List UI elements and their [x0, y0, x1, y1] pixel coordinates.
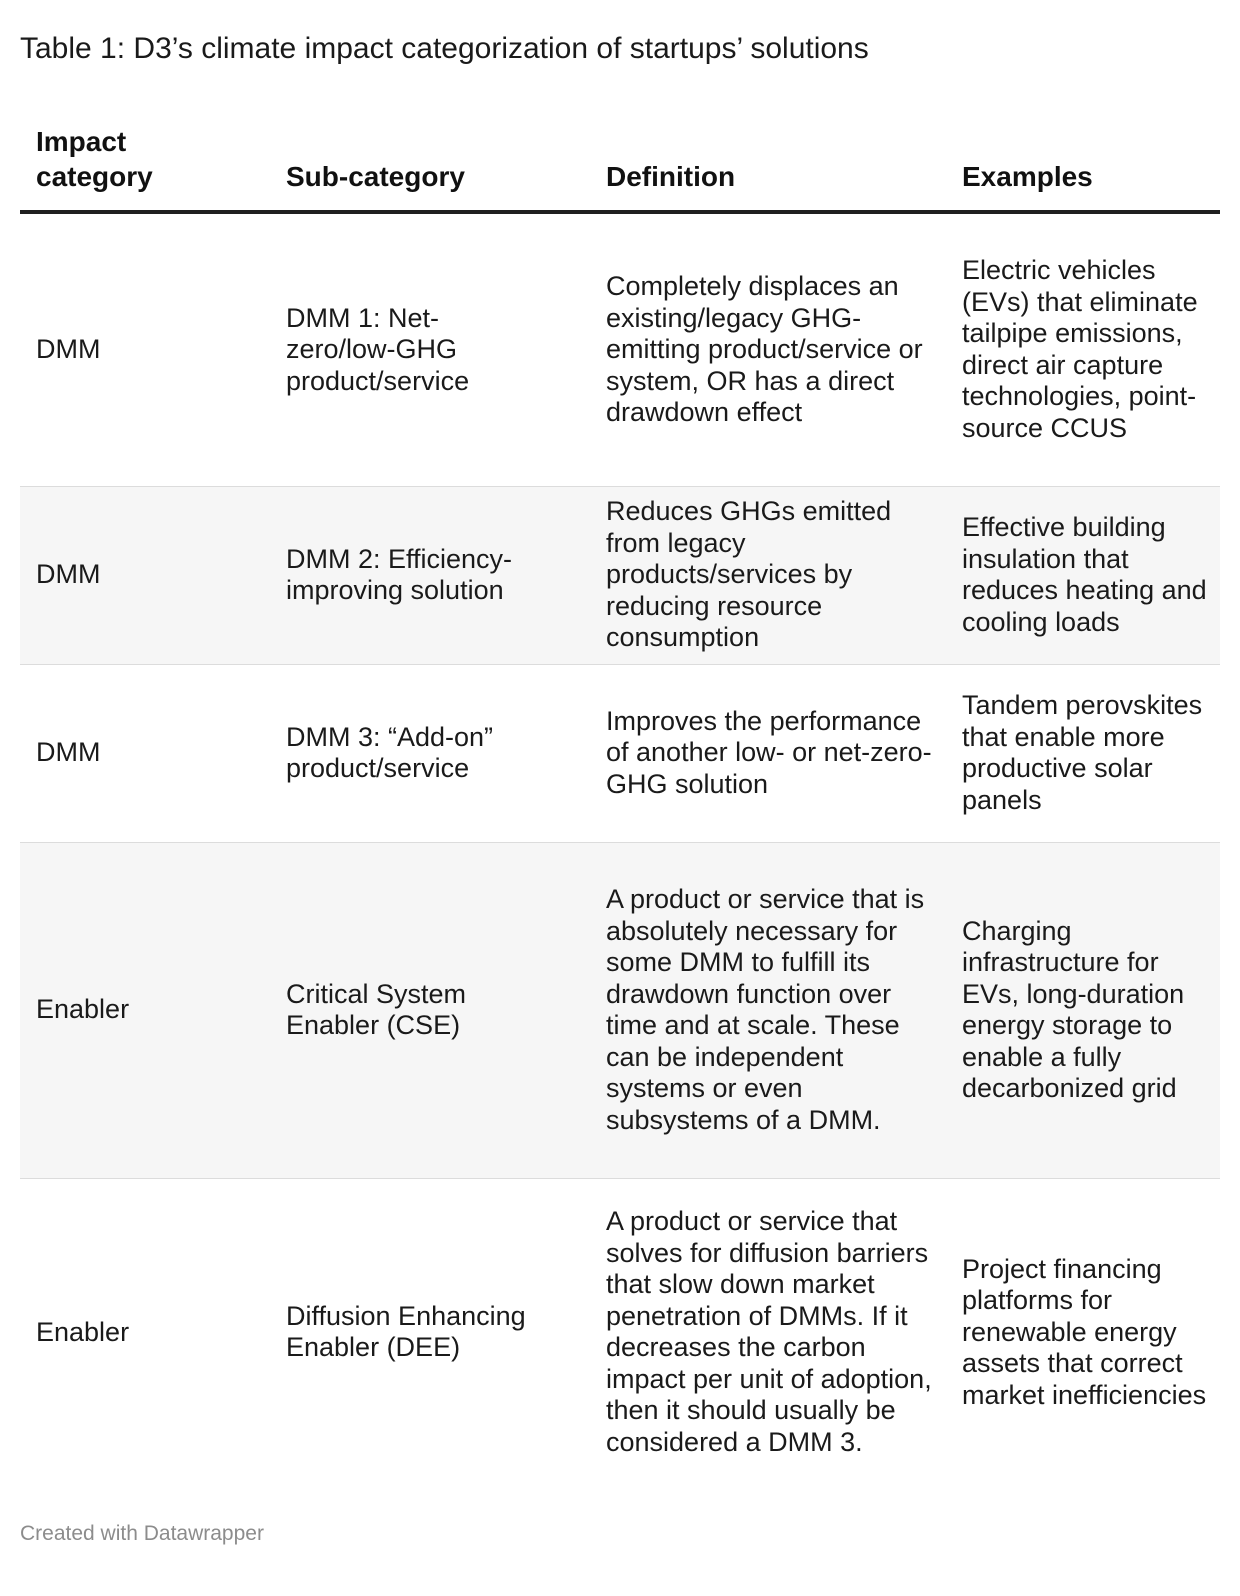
cell-impact-category: Enabler — [36, 1316, 130, 1347]
cell-examples: Electric vehicles (EVs) that eliminate tailpipe emissions, direct air capture technologies, point-source CCUS — [946, 212, 1220, 486]
cell-impact-category: DMM — [20, 212, 270, 486]
cell-definition: Reduces GHGs emitted from legacy products/services by reducing resource consumption — [590, 486, 946, 664]
cell-examples: Effective building insulation that reduces heating and cooling loads — [946, 486, 1220, 664]
cell-definition: A product or service that is absolutely necessary for some DMM to fulfill its drawdown function over time and at scale. These can be independent systems or even subsystems of a DMM. — [590, 842, 946, 1178]
header-sub-category: Sub-category — [270, 120, 590, 212]
header-row — [20, 120, 1220, 212]
cell-examples: Charging infrastructure for EVs, long-duration energy storage to enable a fully decarbonized grid — [946, 842, 1220, 1178]
header-examples: Examples — [946, 120, 1220, 212]
cell-sub-category: DMM 1: Net-zero/low-GHG product/service — [270, 212, 590, 486]
cell-sub-category: Critical System Enabler (CSE) — [270, 842, 590, 1178]
table-row — [20, 664, 1220, 842]
cell-examples: Project financing platforms for renewable energy assets that correct market inefficiencies — [962, 1253, 1207, 1410]
table-row — [20, 212, 1220, 486]
cell-sub-category: DMM 3: “Add-on” product/service — [270, 664, 590, 842]
cell-examples: Tandem perovskites that enable more productive solar panels — [946, 664, 1220, 842]
header-impact-category: Impact category — [20, 120, 270, 212]
table-row — [20, 1178, 1220, 1486]
cell-definition: A product or service that solves for diffusion barriers that slow down market penetration of DMMs. If it decreases the carbon impact per unit of adoption, then it should usually be considered a DMM 3. — [606, 1206, 932, 1457]
datawrapper-credit: Created with Datawrapper — [20, 1522, 264, 1545]
cell-definition: Improves the performance of another low- or net-zero-GHG solution — [590, 664, 946, 842]
table-row — [20, 486, 1220, 664]
cell-impact-category: Enabler — [20, 842, 270, 1178]
cell-sub-category: Diffusion Enhancing Enabler (DEE) — [286, 1300, 526, 1363]
table-title: Table 1: D3’s climate impact categorization of startups’ solutions — [20, 32, 869, 65]
cell-impact-category: DMM — [20, 486, 270, 664]
table-row — [20, 842, 1220, 1178]
impact-categorization-table — [20, 120, 1220, 1486]
cell-impact-category: DMM — [20, 664, 270, 842]
cell-definition: Completely displaces an existing/legacy GHG-emitting product/service or system, OR has a direct drawdown effect — [590, 212, 946, 486]
header-definition: Definition — [590, 120, 946, 212]
cell-sub-category: DMM 2: Efficiency-improving solution — [270, 486, 590, 664]
